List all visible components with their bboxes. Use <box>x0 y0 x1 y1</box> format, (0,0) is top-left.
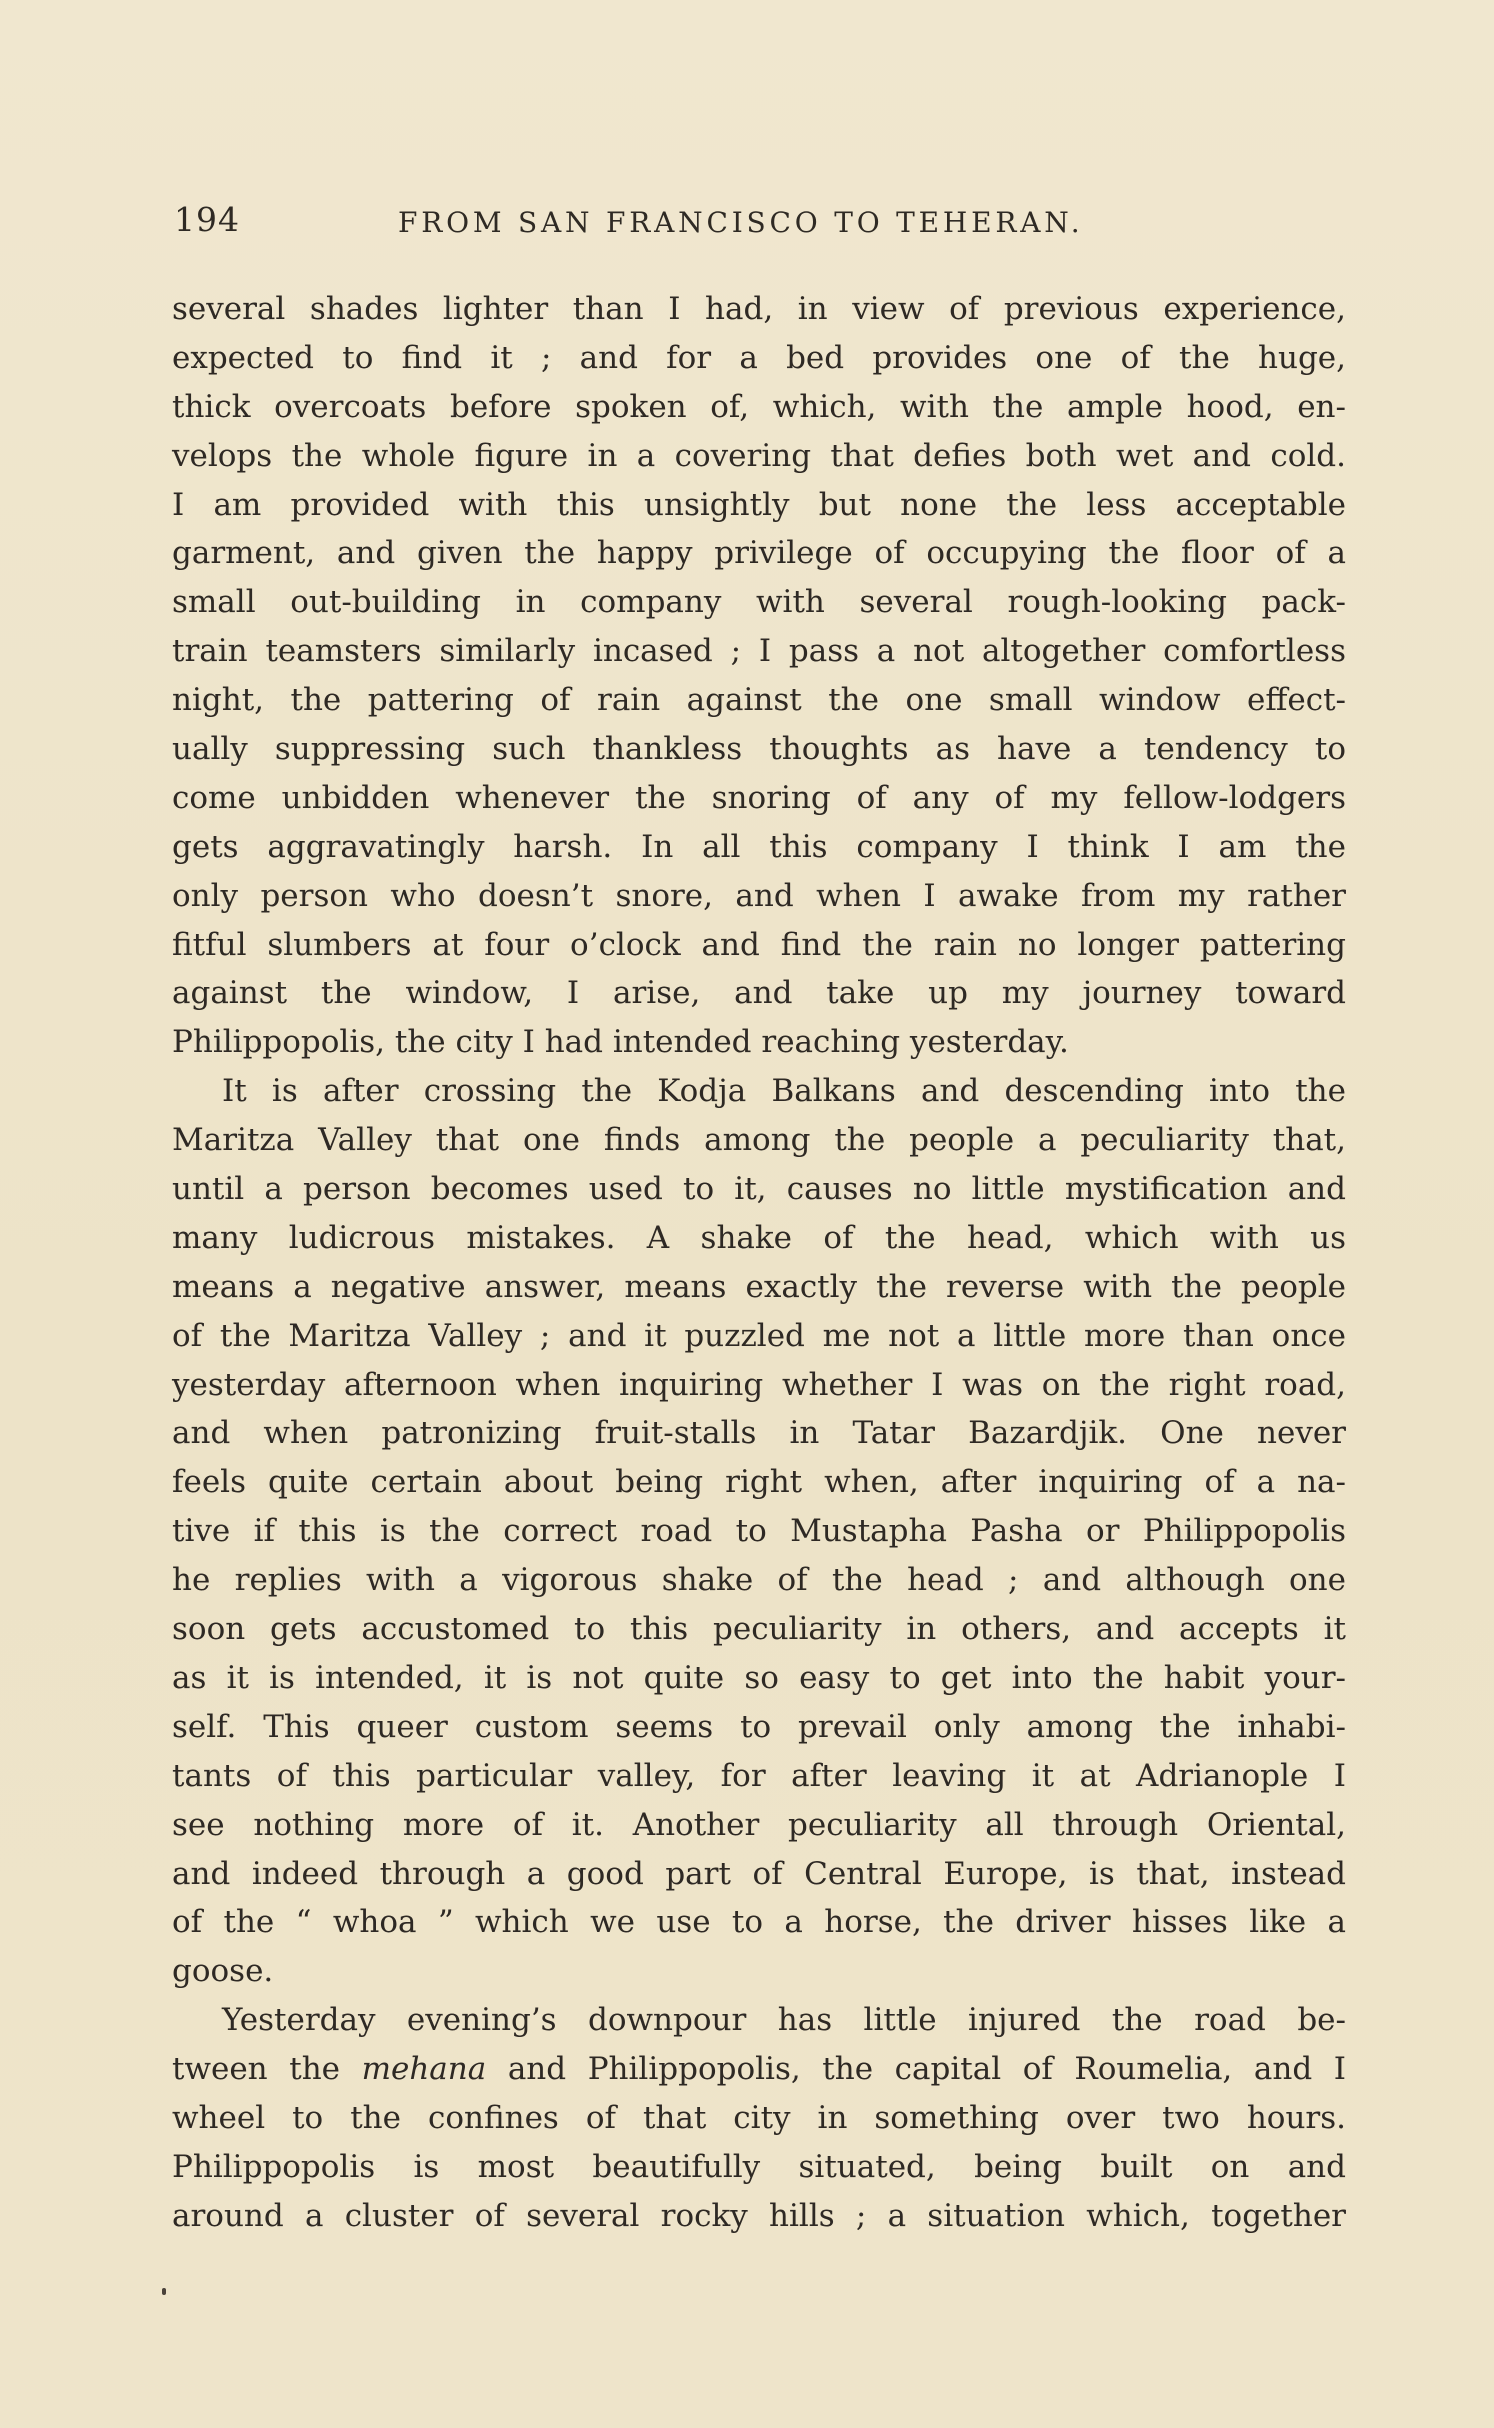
text-line: only person who doesn’t snore, and when I awake from my rather <box>172 877 1346 914</box>
text-line: he replies with a vigorous shake of the head ; and although one <box>172 1562 1346 1599</box>
text-line: until a person becomes used to it, causes no little mystification and <box>172 1171 1346 1208</box>
text-line: tants of this particular valley, for after leaving it at Adrianople I <box>172 1757 1346 1794</box>
paragraph <box>172 285 1346 1067</box>
text-line: small out-building in company with several rough-looking pack- <box>172 584 1346 621</box>
text-line: self. This queer custom seems to prevail only among the inhabi- <box>172 1708 1346 1745</box>
text-line: see nothing more of it. Another peculiarity all through Oriental, <box>172 1806 1346 1843</box>
text-line: velops the whole figure in a covering that defies both wet and cold. <box>172 437 1346 474</box>
text-line: thick overcoats before spoken of, which, with the ample hood, en- <box>172 388 1346 425</box>
text-line: gets aggravatingly harsh. In all this company I think I am the <box>172 828 1346 865</box>
text-line: feels quite certain about being right when, after inquiring of a na- <box>172 1464 1346 1501</box>
paragraph <box>172 1996 1346 2240</box>
text-line: yesterday afternoon when inquiring whether I was on the right road, <box>172 1366 1346 1403</box>
text-line: ually suppressing such thankless thoughts as have a tendency to <box>172 731 1346 768</box>
italic-word: mehana <box>361 2051 487 2088</box>
text-line: garment, and given the happy privilege of occupying the floor of a <box>172 535 1346 572</box>
text-line: Yesterday evening’s downpour has little injured the road be- <box>222 2002 1346 2039</box>
text-line: night, the pattering of rain against the one small window effect- <box>172 682 1346 719</box>
text-line: I am provided with this unsightly but none the less acceptable <box>172 486 1346 523</box>
text-line: wheel to the confines of that city in something over two hours. <box>172 2099 1346 2136</box>
text-line: and indeed through a good part of Central Europe, is that, instead <box>172 1855 1346 1892</box>
text-segment: and Philippopolis, the capital of Roumelia, and I <box>486 2051 1346 2088</box>
body-text <box>172 285 1346 2241</box>
text-line: as it is intended, it is not quite so easy to get into the habit your- <box>172 1659 1346 1696</box>
text-line: come unbidden whenever the snoring of any of my fellow-lodgers <box>172 779 1346 816</box>
text-line: expected to find it ; and for a bed provides one of the huge, <box>172 339 1346 376</box>
text-line: around a cluster of several rocky hills ; a situation which, together <box>172 2197 1346 2234</box>
text-line: soon gets accustomed to this peculiarity in others, and accepts it <box>172 1611 1346 1648</box>
text-line: fitful slumbers at four o’clock and find the rain no longer pattering <box>172 926 1346 963</box>
text-line: against the window, I arise, and take up my journey toward <box>172 975 1346 1012</box>
paragraph <box>172 1067 1346 1996</box>
running-head <box>170 200 1350 260</box>
text-line: Maritza Valley that one finds among the people a peculiarity that, <box>172 1122 1346 1159</box>
text-line: many ludicrous mistakes. A shake of the head, which with us <box>172 1219 1346 1256</box>
text-line: several shades lighter than I had, in view of previous experience, <box>172 291 1346 327</box>
text-line: of the Maritza Valley ; and it puzzled me not a little more than once <box>172 1317 1346 1354</box>
text-line: and when patronizing fruit-stalls in Tatar Bazardjik. One never <box>172 1415 1346 1452</box>
text-line: It is after crossing the Kodja Balkans and descending into the <box>222 1073 1346 1110</box>
running-title: FROM SAN FRANCISCO TO TEHERAN. <box>398 206 1084 239</box>
text-line: tive if this is the correct road to Mustapha Pasha or Philippopolis <box>172 1513 1346 1550</box>
page-number: 194 <box>174 200 240 239</box>
text-line: means a negative answer, means exactly the reverse with the people <box>172 1268 1346 1305</box>
text-line: goose. <box>172 1953 274 1990</box>
text-line: train teamsters similarly incased ; I pass a not altogether comfortless <box>172 633 1346 670</box>
ink-speck <box>162 2288 166 2295</box>
text-line: Philippopolis, the city I had intended reaching yesterday. <box>172 1024 1069 1061</box>
text-line: of the “ whoa ” which we use to a horse, the driver hisses like a <box>172 1904 1346 1941</box>
text-segment: tween the <box>172 2051 362 2088</box>
text-line: Philippopolis is most beautifully situated, being built on and <box>172 2148 1346 2185</box>
text-line-with-italic <box>172 2045 1346 2094</box>
